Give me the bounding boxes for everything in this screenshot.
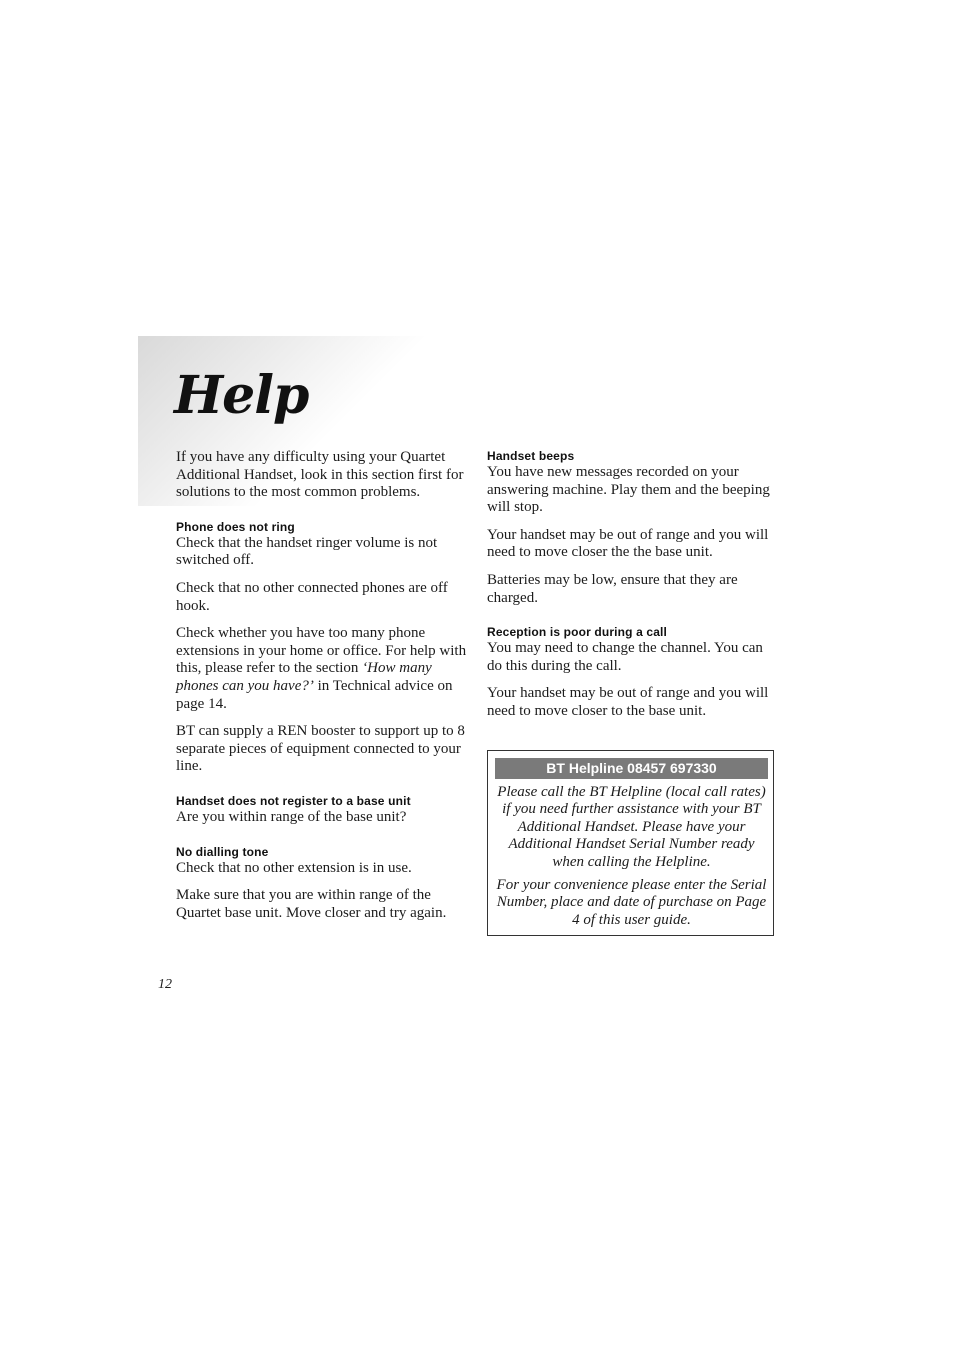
no-dialling-tone-p2: Make sure that you are within range of the Quartet base unit. Move closer and try again. — [176, 887, 447, 921]
helpline-text-2: For your convenience please enter the Serial Number, place and date of purchase on Page 4 of this user guide. — [496, 877, 767, 928]
helpline-box — [487, 750, 774, 936]
helpline-header: BT Helpline 08457 697330 — [495, 758, 768, 779]
right-column — [487, 449, 779, 731]
heading-handset-beeps: Handset beeps — [487, 449, 575, 463]
heading-reception-poor: Reception is poor during a call — [487, 625, 668, 640]
page-title: Help — [174, 365, 309, 426]
phone-not-ring-p2: Check that no other connected phones are off hook. — [176, 579, 448, 614]
helpline-text-1: Please call the BT Helpline (local call rates) if you need further assistance with your BT Additional Handset. Please have your Additional Handset Serial Number ready when calling the Helpline. — [497, 784, 766, 870]
reception-poor-p1: You may need to change the channel. You can do this during the call. — [487, 640, 763, 674]
not-register-p1: Are you within range of the base unit? — [176, 808, 407, 825]
reception-poor-p2: Your handset may be out of range and you will need to move closer to the base unit. — [487, 685, 769, 719]
phone-not-ring-p3-before: Check whether you have too many phone extensions in your home or office. For help with this, please refer to the section — [176, 625, 467, 677]
left-column — [176, 449, 468, 932]
heading-no-dialling-tone: No dialling tone — [176, 844, 269, 859]
handset-beeps-p2: Your handset may be out of range and you will need to move closer the the base unit. — [487, 526, 769, 561]
page-number: 12 — [158, 977, 172, 992]
handset-beeps-p1: You have new messages recorded on your answering machine. Play them and the beeping will stop. — [487, 464, 770, 516]
no-dialling-tone-p1: Check that no other extension is in use. — [176, 859, 412, 876]
phone-not-ring-p3-reference: ‘How many phones can you have?’ — [176, 660, 432, 694]
phone-not-ring-p3 — [176, 625, 468, 713]
handset-beeps-p3: Batteries may be low, ensure that they are charged. — [487, 571, 738, 606]
phone-not-ring-p3-after: in Technical advice on page 14. — [176, 677, 453, 712]
intro-text: If you have any difficulty using your Quartet Additional Handset, look in this section first for solutions to the most common problems. — [176, 449, 464, 501]
heading-phone-does-not-ring: Phone does not ring — [176, 519, 295, 534]
phone-not-ring-p4: BT can supply a REN booster to support up to 8 separate pieces of equipment connected to your line. — [176, 723, 465, 775]
heading-handset-not-register: Handset does not register to a base unit — [176, 793, 411, 808]
phone-not-ring-p1: Check that the handset ringer volume is not switched off. — [176, 534, 438, 569]
